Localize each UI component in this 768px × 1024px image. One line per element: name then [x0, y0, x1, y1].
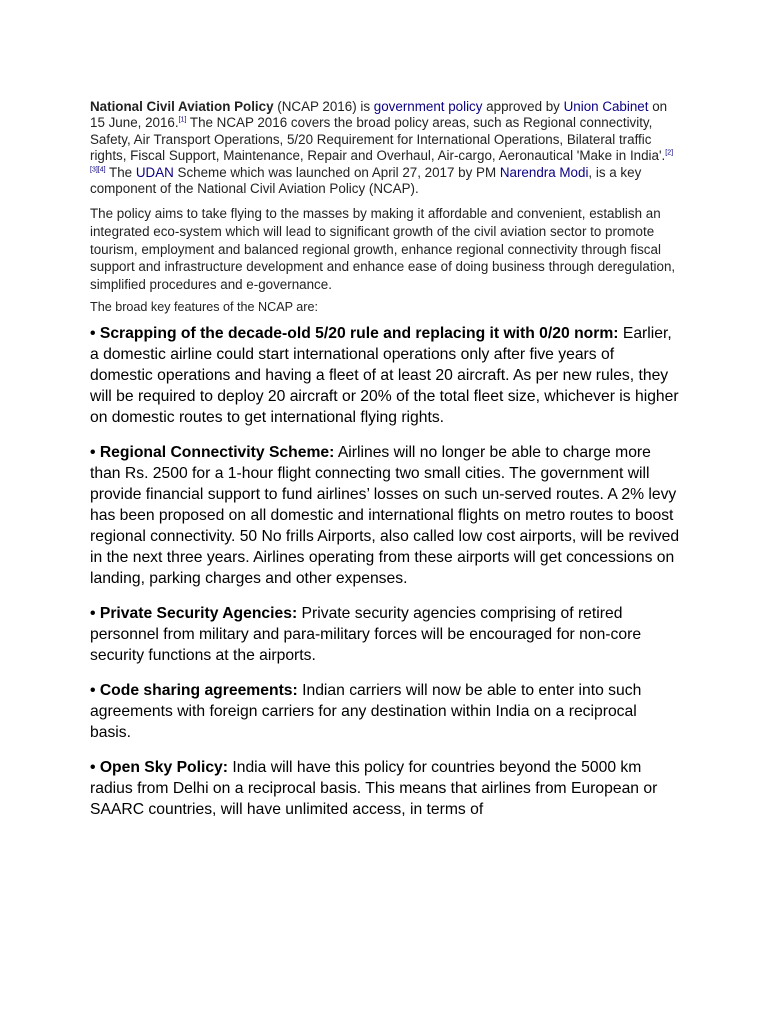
intro-text-5: The: [105, 164, 136, 180]
reference-1-link[interactable]: [1]: [178, 116, 187, 124]
feature-text: Airlines will no longer be able to charge more than Rs. 2500 for a 1-hour flight connecting two small cities. The government will provide financial support to fund airlines’ losses on such un-served routes. A 2% levy has been proposed on all domestic and international flights on metro routes to boost regional connectivity. 50 No frills Airports, also called low cost airports, will be revived in the next three years. Airlines operating from these airports will get concessions on landing, parking charges and other expenses.: [90, 444, 680, 588]
feature-item: [90, 323, 680, 428]
intro-text-2: approved by: [482, 99, 564, 114]
feature-heading: • Regional Connectivity Scheme:: [90, 444, 335, 462]
feature-text: India will have this policy for countries beyond the 5000 km radius from Delhi on a reciprocal basis. This means that airlines from European or SAARC countries, will have unlimited access, in terms of: [90, 759, 658, 819]
key-features-intro: The broad key features of the NCAP are:: [90, 300, 318, 315]
document-page: [90, 99, 680, 834]
intro-paragraph: [90, 99, 680, 197]
intro-text-7: , is a key component of the National Civil Aviation Policy (NCAP).: [90, 164, 642, 197]
feature-item: [90, 442, 680, 589]
udan-link[interactable]: UDAN: [135, 164, 174, 180]
feature-heading: • Open Sky Policy:: [90, 759, 229, 777]
intro-text-4: The NCAP 2016 covers the broad policy areas, such as Regional connectivity, Safety, Air Transport Operations, 5/20 Requirement for International Operations, Bilateral traffic rights, Fiscal Support, Maintenance, Repair and Overhaul, Air-cargo, Aeronautical 'Make in India'.: [90, 115, 666, 164]
government-policy-link[interactable]: government policy: [373, 99, 483, 114]
policy-title: National Civil Aviation Policy: [90, 99, 274, 114]
feature-item: [90, 603, 680, 666]
intro-text-3: on 15 June, 2016.: [90, 99, 668, 131]
feature-item: [90, 757, 680, 820]
feature-text: Earlier, a domestic airline could start international operations only after five years of domestic operations and having a fleet of at least 20 aircraft. As per new rules, they will be required to deploy 20 aircraft or 20% of the total fleet size, whichever is higher on domestic routes to get international flying rights.: [90, 325, 679, 427]
feature-item: [90, 680, 680, 743]
policy-aims-paragraph: The policy aims to take flying to the masses by making it affordable and convenient, establish an integrated eco-system which will lead to significant growth of the civil aviation sector to promote tourism, employment and balanced regional growth, enhance regional connectivity through fiscal support and infrastructure development and enhance ease of doing business through deregulation, simplified procedures and e-governance.: [90, 206, 676, 292]
feature-heading: • Code sharing agreements:: [90, 682, 298, 700]
feature-text: Private security agencies comprising of retired personnel from military and para-military forces will be encouraged for non-core security functions at the airports.: [90, 605, 642, 665]
feature-heading: • Scrapping of the decade-old 5/20 rule and replacing it with 0/20 norm:: [90, 325, 619, 343]
intro-text-1: (NCAP 2016) is: [273, 99, 374, 114]
reference-2-4-link[interactable]: [2][3][4]: [90, 149, 674, 174]
intro-text-6: Scheme which was launched on April 27, 2017 by PM: [173, 164, 500, 180]
feature-text: Indian carriers will now be able to enter into such agreements with foreign carriers for any destination within India on a reciprocal basis.: [90, 682, 642, 742]
union-cabinet-link[interactable]: Union Cabinet: [563, 99, 649, 114]
feature-heading: • Private Security Agencies:: [90, 605, 298, 623]
narendra-modi-link[interactable]: Narendra Modi: [499, 164, 589, 180]
